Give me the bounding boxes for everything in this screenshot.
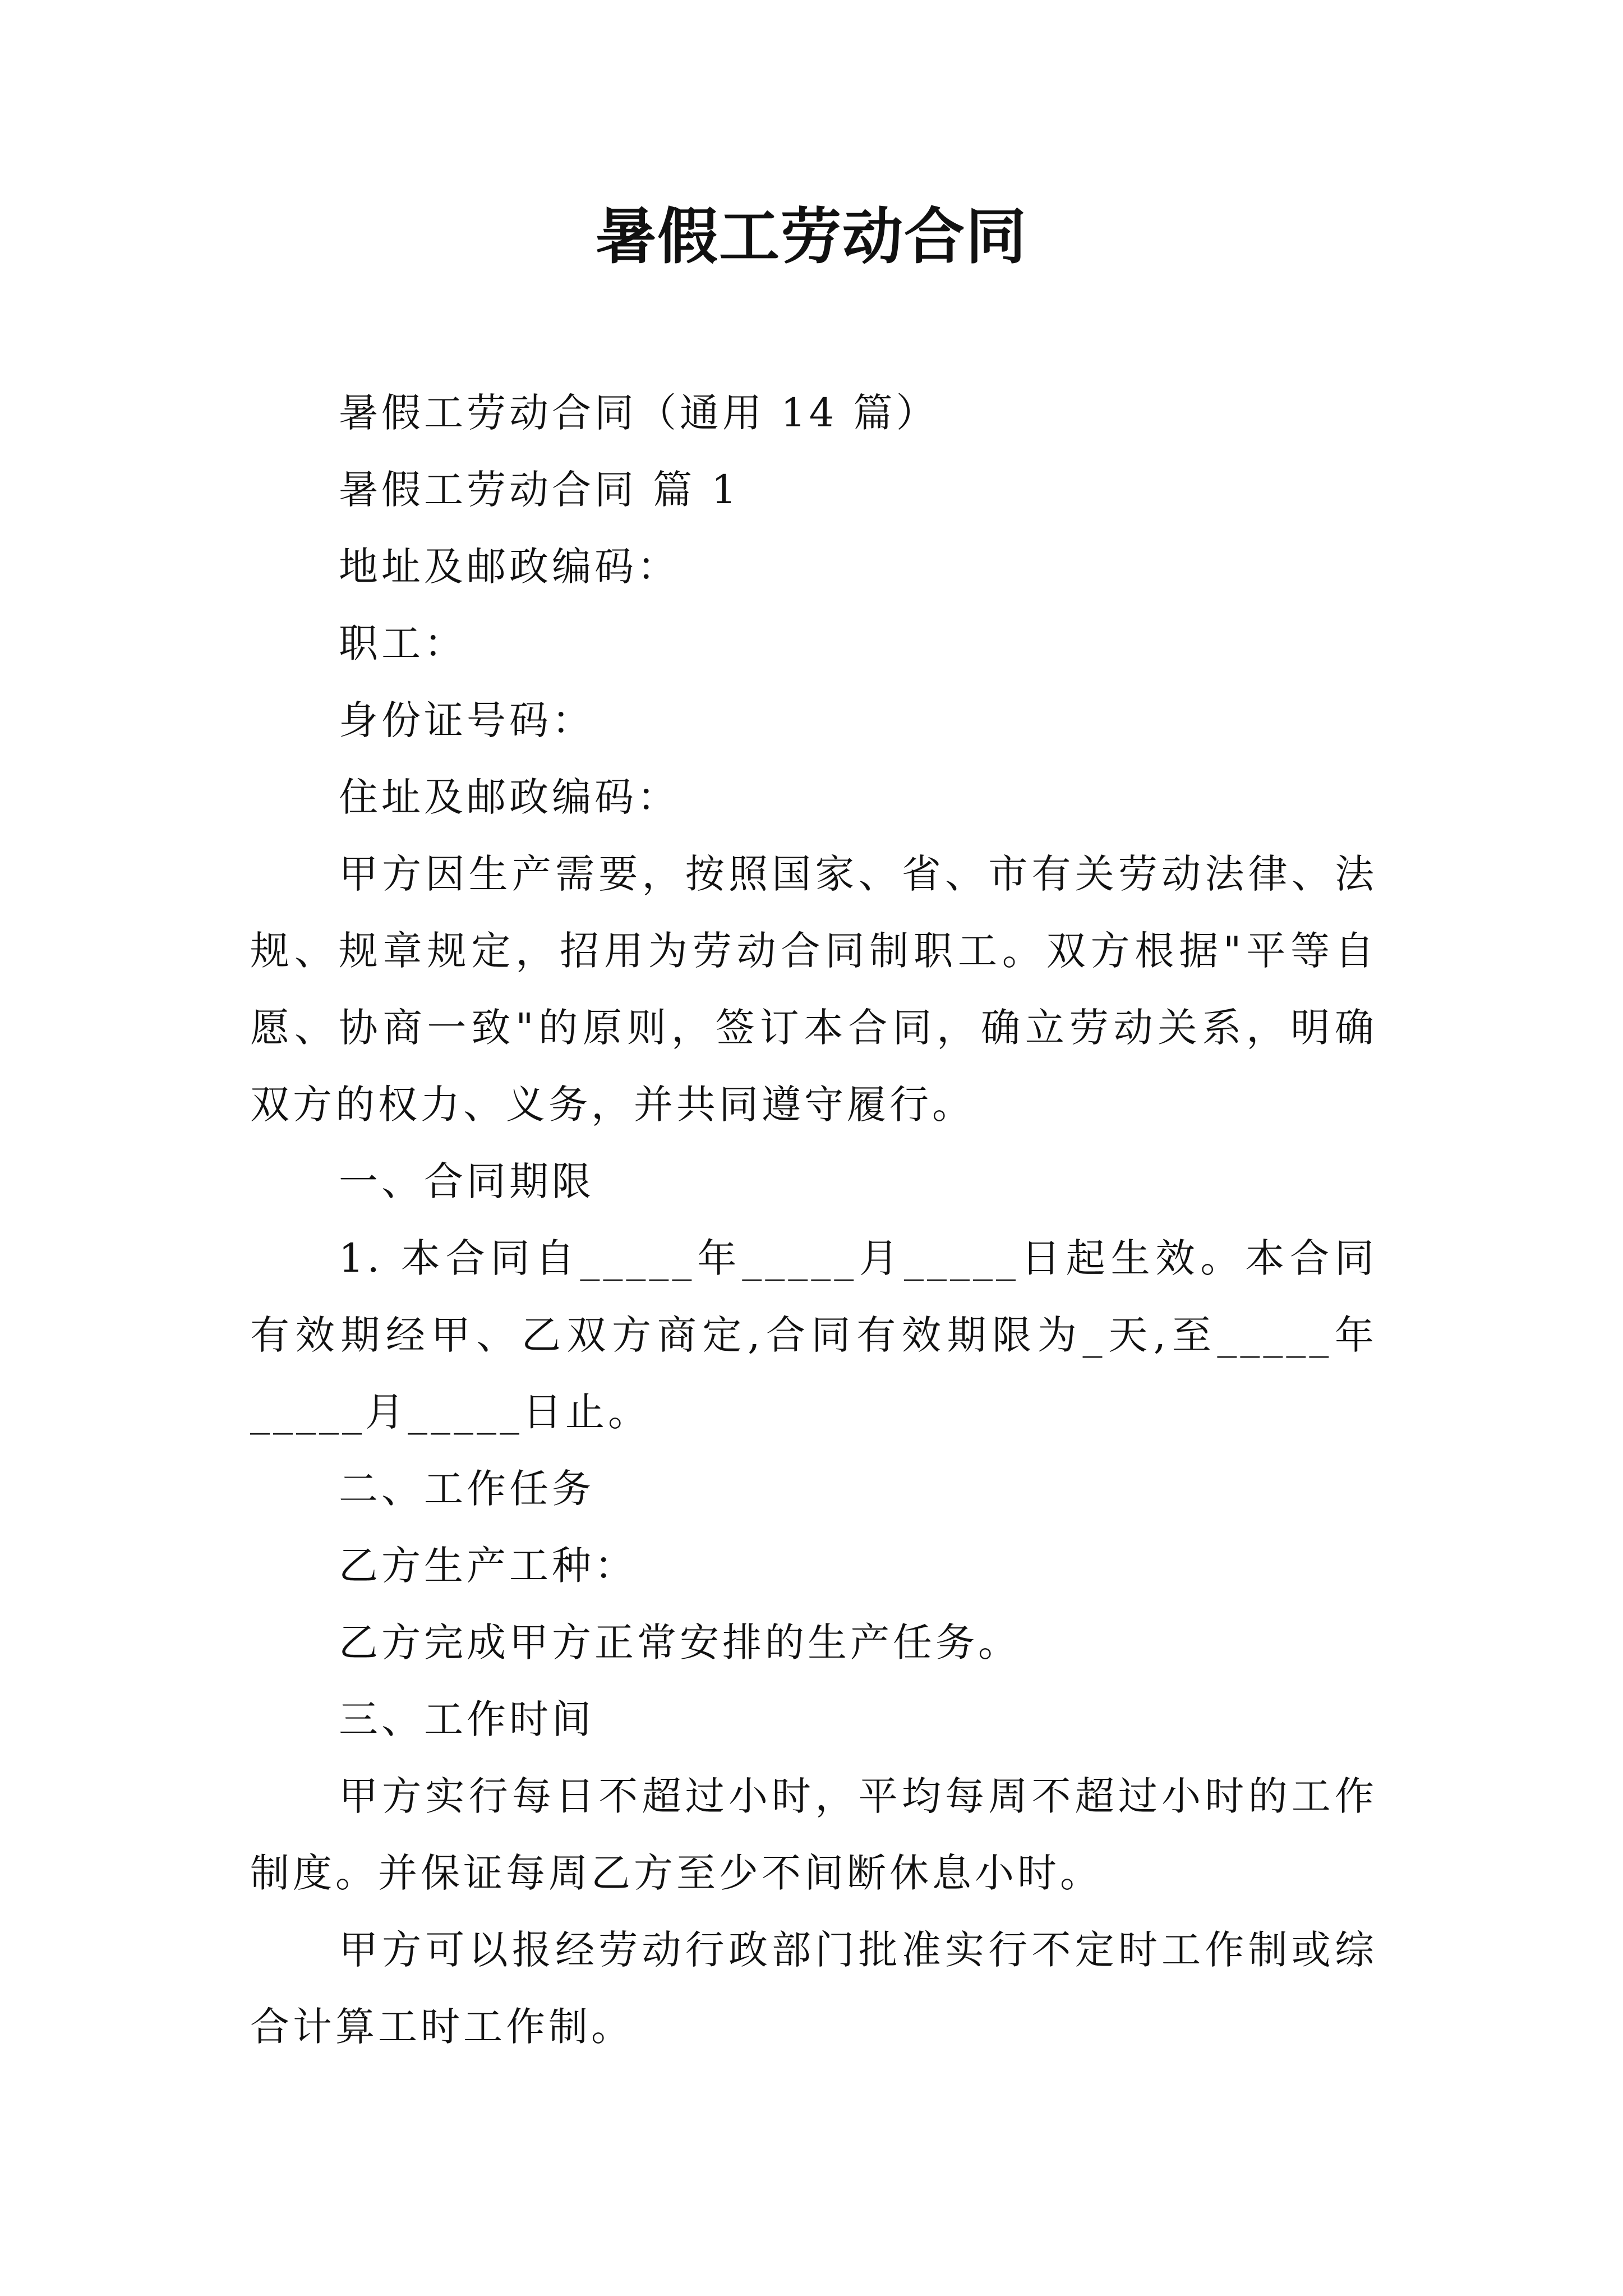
clause-heading-term: 一、合同期限: [339, 1158, 594, 1204]
residence-field-label: 住址及邮政编码：: [339, 774, 680, 820]
term-paragraph: 1. 本合同自_____年_____月_____日起生效。本合同有效期经甲、乙双方商定,合同有效期限为_天,至_____年_____月_____日止。: [250, 1235, 1377, 1435]
id-number-field-label: 身份证号码：: [339, 697, 594, 743]
section-heading: 暑假工劳动合同 篇 1: [339, 467, 740, 513]
preamble-paragraph: 甲方因生产需要，按照国家、省、市有关劳动法律、法规、规章规定，招用为劳动合同制职工。双方根据"平等自愿、协商一致"的原则，签订本合同，确立劳动关系，明确双方的权力、义务，并共同遵守履行。: [250, 851, 1377, 1128]
hours-paragraph: 甲方实行每日不超过小时，平均每周不超过小时的工作制度。并保证每周乙方至少不间断休息小时。: [250, 1773, 1377, 1896]
tasks-paragraph: 乙方完成甲方正常安排的生产任务。: [339, 1619, 1021, 1665]
subtitle-paragraph: 暑假工劳动合同（通用 14 篇）: [339, 390, 939, 436]
clause-heading-hours: 三、工作时间: [339, 1696, 594, 1742]
employee-field-label: 职工：: [339, 620, 467, 666]
flexible-hours-paragraph: 甲方可以报经劳动行政部门批准实行不定时工作制或综合计算工时工作制。: [250, 1927, 1377, 2050]
document-title: 暑假工劳动合同: [595, 201, 1027, 272]
job-type-field-label: 乙方生产工种：: [339, 1543, 637, 1589]
document-body: [250, 375, 1377, 2065]
address-field-label: 地址及邮政编码：: [339, 544, 680, 590]
clause-heading-tasks: 二、工作任务: [339, 1466, 594, 1512]
